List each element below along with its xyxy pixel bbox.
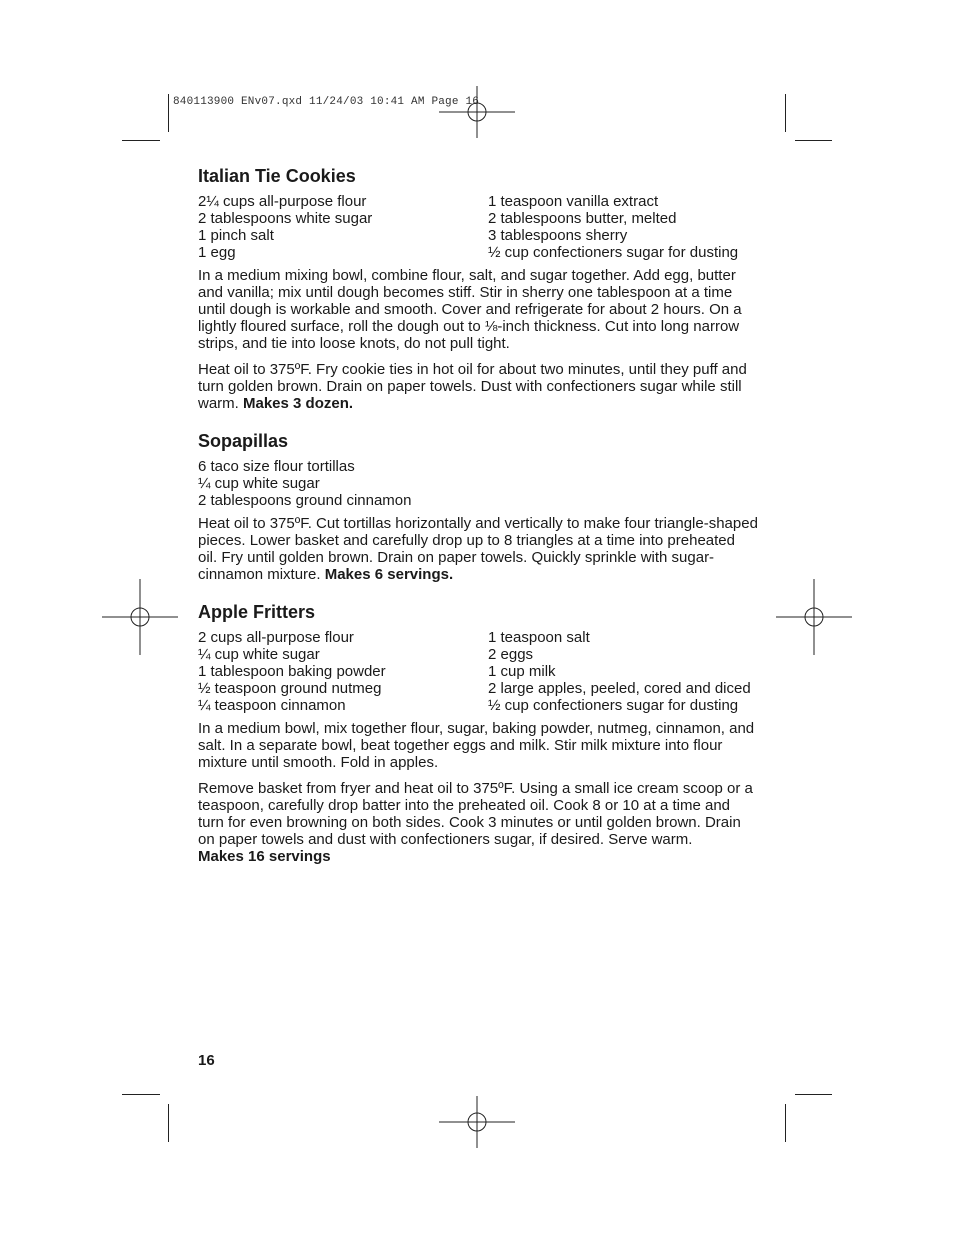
recipe-sopapillas xyxy=(198,430,758,583)
instruction-paragraph xyxy=(198,720,758,771)
crop-mark-top-left-vertical xyxy=(168,94,169,132)
ingredient-columns xyxy=(198,193,758,261)
recipe-title: Apple Fritters xyxy=(198,602,316,622)
crop-mark-bottom-left-horizontal xyxy=(122,1094,160,1095)
ingredient-list-right xyxy=(488,193,738,261)
registration-mark-bottom-icon xyxy=(439,1084,515,1160)
instruction-text: Heat oil to 375ºF. Cut tortillas horizontally and vertically to make four triangle-shaped pieces. Lower basket and carefully drop up to 8 triangles at a time into preheated oil. Fry until golden brown. Drain on paper towels. Quickly sprinkle with sugar-cinnamon mixture. xyxy=(198,515,758,583)
crop-mark-top-right-horizontal xyxy=(795,140,832,141)
ingredient-list xyxy=(198,458,758,509)
instruction-text: Remove basket from fryer and heat oil to 375ºF. Using a small ice cream scoop or a teaspoon, carefully drop batter into the preheated oil. Cook 8 or 10 at a time and turn for even browning on both sides. Cook 3 minutes or until golden brown. Drain on paper towels and dust with confectioners sugar, if desired. Serve warm. xyxy=(198,780,753,848)
instruction-paragraph xyxy=(198,780,758,865)
crop-mark-bottom-right-horizontal xyxy=(795,1094,832,1095)
ingredient-item: ½ cup confectioners sugar for dusting xyxy=(488,244,739,261)
ingredient-list-left xyxy=(198,629,488,714)
ingredient-item: ½ teaspoon ground nutmeg xyxy=(198,680,382,697)
crop-mark-bottom-left-vertical xyxy=(168,1104,169,1142)
ingredient-item: 2 eggs xyxy=(488,646,534,663)
ingredient-item: 3 tablespoons sherry xyxy=(488,227,628,244)
ingredient-item: 1 cup milk xyxy=(488,663,556,680)
yield-text: Makes 16 servings xyxy=(198,848,331,865)
crop-mark-bottom-right-vertical xyxy=(785,1104,786,1142)
recipe-title: Sopapillas xyxy=(198,431,289,451)
ingredient-item: 1 teaspoon salt xyxy=(488,629,590,646)
ingredient-item: 2 tablespoons white sugar xyxy=(198,210,373,227)
recipe-italian-tie-cookies xyxy=(198,165,758,412)
ingredient-item: ½ cup confectioners sugar for dusting xyxy=(488,697,739,714)
print-slug: 840113900 ENv07.qxd 11/24/03 10:41 AM Page 16 xyxy=(173,96,480,108)
ingredient-item: 1 tablespoon baking powder xyxy=(198,663,386,680)
registration-mark-top-icon xyxy=(439,74,515,150)
ingredient-item: 2 cups all-purpose flour xyxy=(198,629,354,646)
instruction-paragraph xyxy=(198,515,758,583)
crop-mark-top-right-vertical xyxy=(785,94,786,132)
instruction-text: In a medium mixing bowl, combine flour, salt, and sugar together. Add egg, butter and vanilla; mix until dough becomes stiff. Stir in sherry one tablespoon at a time until dough is workable and smooth. Cover and refrigerate for about 2 hours. On a lightly floured surface, roll the dough out to ⅛-inch thickness. Cut into long narrow strips, and tie into loose knots, do not pull tight. xyxy=(198,267,742,352)
recipe-content xyxy=(198,165,758,883)
instruction-text: In a medium bowl, mix together flour, sugar, baking powder, nutmeg, cinnamon, and salt. In a separate bowl, beat together eggs and milk. Stir milk mixture into flour mixture until smooth. Fold in apples. xyxy=(198,720,755,771)
instruction-text: Heat oil to 375ºF. Fry cookie ties in hot oil for about two minutes, until they puff and turn golden brown. Drain on paper towels. Dust with confectioners sugar while still warm. xyxy=(198,361,747,412)
ingredient-item: 1 pinch salt xyxy=(198,227,274,244)
yield-text: Makes 3 dozen. xyxy=(243,395,354,412)
crop-mark-top-left-horizontal xyxy=(122,140,160,141)
ingredient-columns xyxy=(198,629,758,714)
ingredient-list-right xyxy=(488,629,751,714)
ingredient-item: 2 large apples, peeled, cored and diced xyxy=(488,680,751,697)
ingredient-item: ¼ teaspoon cinnamon xyxy=(198,697,346,714)
ingredient-list-left xyxy=(198,193,488,261)
ingredient-item: ¼ cup white sugar xyxy=(198,646,320,663)
registration-mark-right-icon xyxy=(776,579,852,655)
ingredient-item: ¼ cup white sugar xyxy=(198,475,320,492)
ingredient-item: 6 taco size flour tortillas xyxy=(198,458,355,475)
ingredient-item: 2¼ cups all-purpose flour xyxy=(198,193,367,210)
registration-mark-left-icon xyxy=(102,579,178,655)
recipe-title: Italian Tie Cookies xyxy=(198,166,356,186)
ingredient-item: 1 egg xyxy=(198,244,236,261)
instruction-paragraph xyxy=(198,267,758,352)
ingredient-item: 2 tablespoons butter, melted xyxy=(488,210,677,227)
ingredient-item: 2 tablespoons ground cinnamon xyxy=(198,492,412,509)
instruction-paragraph xyxy=(198,361,758,412)
page-number: 16 xyxy=(198,1052,215,1069)
ingredient-item: 1 teaspoon vanilla extract xyxy=(488,193,659,210)
recipe-apple-fritters xyxy=(198,601,758,865)
yield-text: Makes 6 servings. xyxy=(324,566,454,583)
